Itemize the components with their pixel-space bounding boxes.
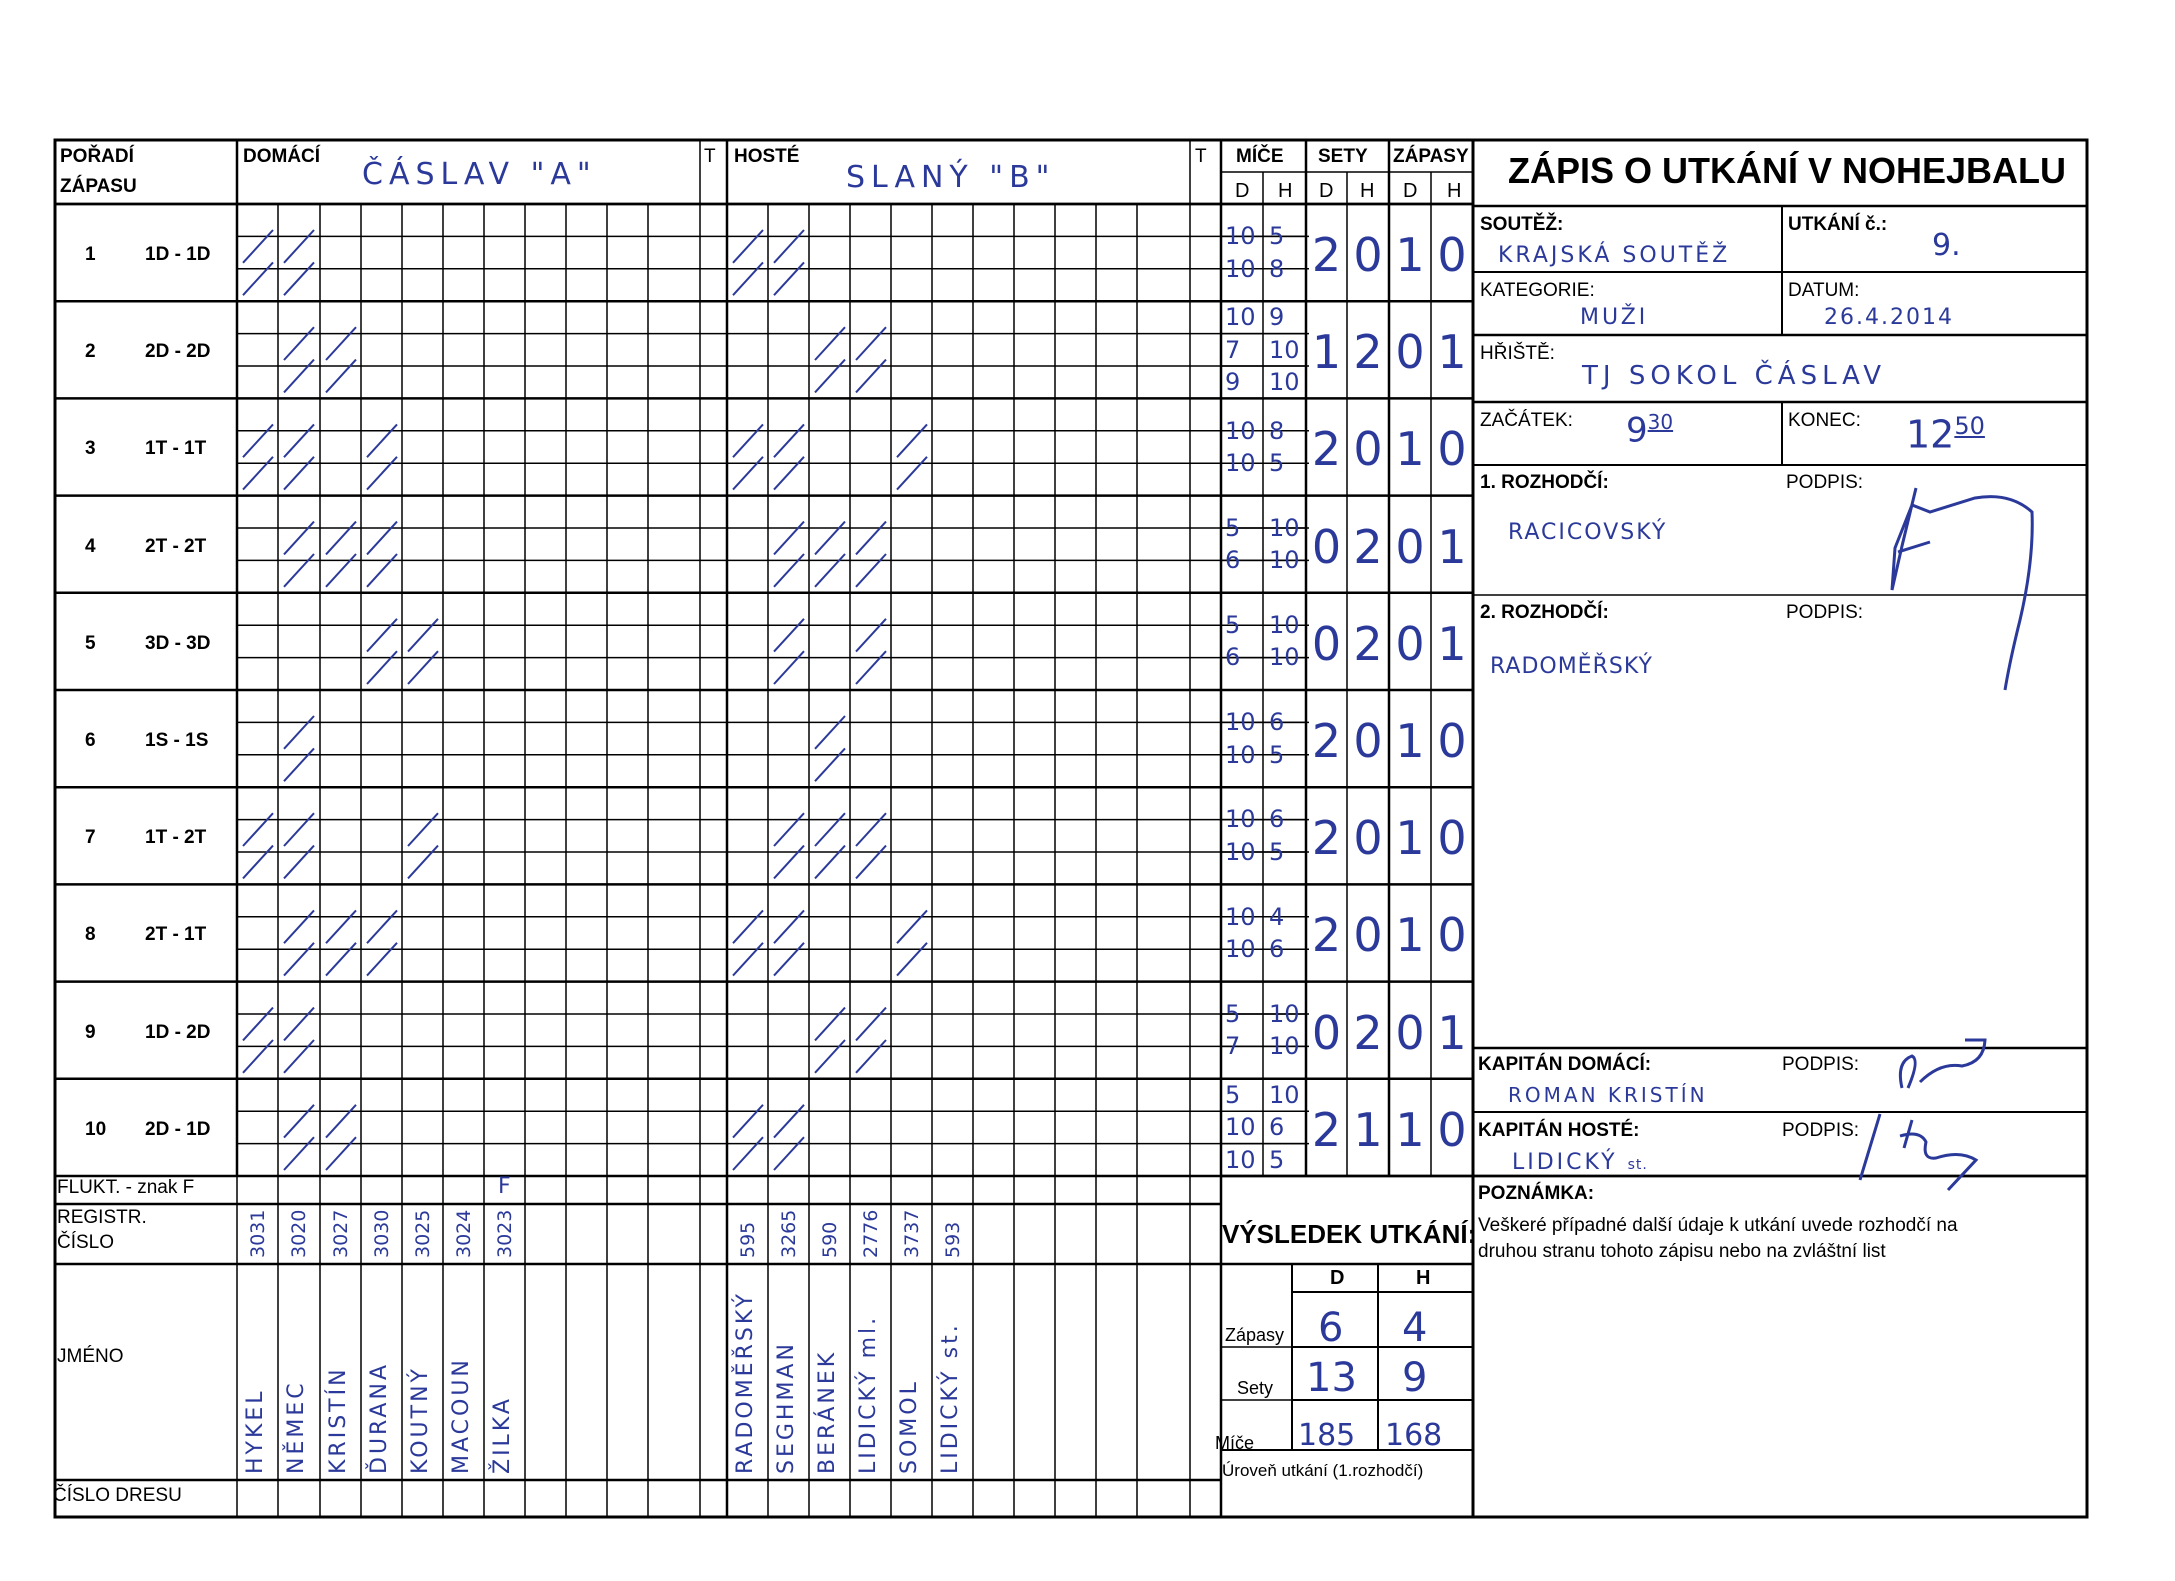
participation-slash	[284, 554, 314, 587]
guest-team-name: SLANÝ "B"	[846, 160, 1056, 195]
sets-home: 2	[1311, 422, 1342, 477]
balls-home: 9	[1225, 368, 1241, 396]
guest-player-name: SEGHMAN	[774, 1341, 799, 1474]
datum-value: 26.4.2014	[1824, 305, 1954, 330]
guest-player-name: SOMOL	[897, 1379, 922, 1474]
games-guest: 1	[1437, 519, 1467, 574]
balls-home: 10	[1225, 708, 1256, 737]
sets-guest: 2	[1353, 325, 1383, 380]
home-player-name: NĚMEC	[284, 1380, 309, 1474]
participation-slash	[284, 846, 314, 879]
participation-slash	[733, 1137, 763, 1170]
participation-slash	[243, 846, 273, 879]
result-zapasy-home: 6	[1318, 1305, 1344, 1351]
participation-slash	[326, 522, 356, 555]
konec-minutes: 50	[1954, 412, 1985, 440]
participation-slash	[243, 262, 273, 295]
match-number: 5	[85, 632, 96, 654]
participation-slash	[243, 457, 273, 490]
result-title: VÝSLEDEK UTKÁNÍ:	[1222, 1219, 1477, 1249]
participation-slash	[326, 554, 356, 587]
guest-player-name: LIDICKÝ st.	[938, 1322, 963, 1474]
balls-home: 10	[1225, 837, 1256, 866]
match-pairing: 2T - 2T	[145, 535, 207, 557]
balls-guest: 5	[1269, 837, 1285, 866]
participation-slash	[815, 748, 845, 781]
balls-guest: 10	[1269, 1080, 1300, 1109]
match-number: 8	[85, 924, 96, 946]
poznamka-label: POZNÁMKA:	[1478, 1183, 1595, 1204]
podpis1-label: PODPIS:	[1786, 472, 1864, 493]
balls-home: 10	[1225, 303, 1256, 332]
balls-home: 10	[1225, 902, 1256, 931]
header-t-home: T	[704, 146, 716, 167]
participation-slash	[856, 651, 886, 684]
participation-slash	[243, 424, 273, 457]
participation-slash	[408, 651, 438, 684]
header-sety-h: H	[1360, 180, 1375, 202]
home-registration-number: 3030	[371, 1209, 393, 1258]
games-home: 1	[1395, 908, 1425, 963]
balls-home: 5	[1225, 999, 1241, 1028]
participation-slash	[856, 554, 886, 587]
result-header-h: H	[1416, 1267, 1431, 1289]
participation-slash	[284, 262, 314, 295]
participation-slash	[815, 716, 845, 749]
participation-slash	[326, 360, 356, 393]
result-zapasy-label: Zápasy	[1225, 1325, 1285, 1345]
balls-home: 7	[1225, 1032, 1241, 1061]
rozhodci1-label: 1. ROZHODČÍ:	[1480, 472, 1609, 493]
zacatek-hour: 9	[1626, 410, 1648, 451]
guest-registration-number: 3737	[901, 1209, 923, 1258]
header-domaci: DOMÁCÍ	[243, 146, 321, 167]
home-registration-number: 3020	[288, 1209, 310, 1258]
balls-home: 6	[1225, 643, 1241, 672]
header-t-guest: T	[1195, 146, 1207, 167]
cislo-dresu-label: ČÍSLO DRESU	[53, 1485, 182, 1506]
match-number: 4	[85, 535, 96, 557]
participation-slash	[284, 910, 314, 943]
participation-slash	[326, 327, 356, 360]
participation-slash	[408, 846, 438, 879]
header-zapasy: ZÁPASY	[1393, 146, 1469, 167]
games-home: 1	[1395, 422, 1425, 477]
match-pairing: 2T - 1T	[145, 924, 207, 946]
balls-guest: 10	[1269, 1032, 1300, 1061]
games-home: 0	[1395, 1005, 1425, 1060]
registr-label: REGISTR.	[57, 1207, 147, 1228]
games-home: 0	[1395, 519, 1425, 574]
participation-slash	[367, 457, 397, 490]
participation-slash	[774, 619, 804, 652]
balls-home: 10	[1225, 254, 1256, 283]
hriste-value: TJ SOKOL ČÁSLAV	[1582, 361, 1887, 391]
games-home: 1	[1395, 714, 1425, 768]
match-number: 1	[85, 244, 96, 265]
kategorie-value: MUŽI	[1580, 305, 1649, 330]
games-guest: 1	[1437, 1005, 1467, 1060]
balls-home: 10	[1225, 1145, 1256, 1174]
kapitan-hoste-label: KAPITÁN HOSTÉ:	[1478, 1120, 1640, 1141]
participation-slash	[284, 813, 314, 846]
participation-slash	[774, 554, 804, 587]
home-player-name: ŽILKA	[490, 1396, 515, 1474]
participation-slash	[897, 910, 927, 943]
balls-guest: 5	[1269, 222, 1285, 251]
utkani-value: 9.	[1932, 228, 1961, 263]
participation-slash	[326, 1137, 356, 1170]
sets-guest: 0	[1353, 228, 1383, 282]
participation-slash	[284, 748, 314, 781]
result-mice-home: 185	[1298, 1418, 1356, 1453]
home-registration-number: 3025	[412, 1209, 434, 1258]
participation-slash	[367, 554, 397, 587]
result-mice-guest: 168	[1385, 1418, 1443, 1453]
konec-value	[1906, 412, 1985, 457]
sets-guest: 0	[1353, 908, 1383, 963]
match-pairing: 1D - 2D	[145, 1021, 211, 1043]
participation-slash	[284, 1137, 314, 1170]
balls-guest: 10	[1269, 999, 1300, 1028]
guest-registration-number: 3265	[778, 1209, 800, 1258]
match-pairing: 2D - 1D	[145, 1118, 211, 1140]
sets-guest: 1	[1353, 1102, 1383, 1157]
participation-slash	[326, 910, 356, 943]
participation-slash	[815, 1008, 845, 1041]
sets-guest: 0	[1353, 811, 1383, 866]
games-guest: 0	[1437, 422, 1467, 477]
konec-label: KONEC:	[1788, 410, 1861, 431]
balls-guest: 5	[1269, 449, 1285, 477]
header-mice-d: D	[1235, 180, 1250, 202]
participation-slash	[243, 1040, 273, 1073]
participation-slash	[284, 230, 314, 263]
home-registration-number: 3023	[494, 1209, 516, 1258]
home-player-name: HYKEL	[243, 1388, 268, 1474]
games-guest: 0	[1437, 811, 1467, 866]
rozhodci2-value: RADOMĚŘSKÝ	[1490, 654, 1653, 679]
participation-slash	[284, 360, 314, 393]
result-sety-label: Sety	[1237, 1378, 1274, 1398]
sets-home: 2	[1311, 908, 1342, 963]
participation-slash	[774, 1105, 804, 1138]
games-home: 0	[1395, 616, 1425, 671]
participation-slash	[284, 1105, 314, 1138]
participation-slash	[408, 619, 438, 652]
balls-guest: 6	[1269, 935, 1285, 963]
balls-home: 7	[1225, 335, 1241, 364]
participation-slash	[774, 651, 804, 684]
match-pairing: 2D - 2D	[145, 341, 211, 363]
games-guest: 0	[1437, 1102, 1467, 1157]
guest-registration-number: 2776	[860, 1209, 882, 1258]
games-guest: 0	[1437, 714, 1467, 768]
participation-slash	[774, 522, 804, 555]
form-title: ZÁPIS O UTKÁNÍ V NOHEJBALU	[1508, 150, 2067, 191]
result-uroven-label: Úroveň utkání (1.rozhodčí)	[1222, 1461, 1424, 1480]
balls-guest: 10	[1269, 513, 1300, 542]
games-home: 0	[1395, 325, 1425, 380]
participation-slash	[856, 1008, 886, 1041]
participation-slash	[815, 327, 845, 360]
match-number: 6	[85, 730, 96, 751]
participation-slash	[774, 262, 804, 295]
zacatek-value	[1626, 410, 1673, 450]
soutez-label: SOUTĚŽ:	[1480, 214, 1564, 235]
match-number: 9	[85, 1021, 96, 1043]
participation-slash	[284, 327, 314, 360]
participation-slash	[856, 327, 886, 360]
guest-registration-number: 595	[737, 1221, 759, 1258]
poznamka-line-1: Veškeré případné další údaje k utkání uvede rozhodčí na	[1478, 1215, 1958, 1236]
result-sety-guest: 9	[1402, 1355, 1428, 1401]
match-pairing: 1T - 1T	[145, 438, 207, 460]
header-zapasu: ZÁPASU	[60, 176, 137, 197]
utkani-label: UTKÁNÍ č.:	[1788, 214, 1888, 235]
participation-slash	[856, 360, 886, 393]
participation-slash	[815, 554, 845, 587]
datum-label: DATUM:	[1788, 280, 1860, 301]
match-pairing: 3D - 3D	[145, 632, 211, 654]
balls-guest: 10	[1269, 368, 1300, 396]
balls-guest: 10	[1269, 335, 1300, 364]
participation-slash	[856, 846, 886, 879]
games-guest: 0	[1437, 908, 1467, 963]
participation-slash	[284, 457, 314, 490]
rozhodci1-value: RACICOVSKÝ	[1508, 520, 1668, 545]
games-home: 1	[1395, 1102, 1425, 1157]
balls-home: 5	[1225, 1080, 1241, 1109]
rozhodci2-label: 2. ROZHODČÍ:	[1480, 602, 1609, 623]
participation-slash	[774, 943, 804, 976]
participation-slash	[408, 813, 438, 846]
participation-slash	[897, 457, 927, 490]
sets-guest: 2	[1353, 519, 1383, 574]
poznamka-line-2: druhou stranu tohoto zápisu nebo na zvláštní list	[1478, 1241, 1886, 1262]
guest-registration-number: 590	[819, 1221, 841, 1258]
participation-slash	[284, 424, 314, 457]
balls-home: 10	[1225, 1113, 1256, 1142]
participation-slash	[367, 943, 397, 976]
participation-slash	[815, 846, 845, 879]
participation-slash	[326, 1105, 356, 1138]
participation-slash	[733, 910, 763, 943]
balls-guest: 5	[1269, 740, 1285, 769]
kategorie-label: KATEGORIE:	[1480, 280, 1595, 301]
header-mice-h: H	[1278, 180, 1293, 202]
participation-slash	[774, 230, 804, 263]
participation-slash	[733, 943, 763, 976]
balls-guest: 8	[1269, 254, 1285, 283]
flukt-mark: F	[498, 1174, 511, 1199]
participation-slash	[774, 457, 804, 490]
participation-slash	[733, 262, 763, 295]
games-guest: 1	[1437, 616, 1467, 671]
participation-slash	[774, 910, 804, 943]
participation-slash	[774, 424, 804, 457]
header-hoste: HOSTÉ	[734, 146, 800, 167]
balls-guest: 6	[1269, 708, 1285, 737]
sets-home: 1	[1311, 325, 1342, 380]
sets-guest: 2	[1353, 1005, 1383, 1060]
sets-home: 2	[1311, 811, 1342, 866]
games-home: 1	[1395, 811, 1425, 866]
sets-home: 2	[1311, 714, 1342, 768]
registr-label-cislo: ČÍSLO	[57, 1232, 115, 1253]
balls-home: 10	[1225, 449, 1256, 477]
konec-hour: 12	[1906, 412, 1955, 457]
games-home: 1	[1395, 228, 1425, 282]
podpis3-label: PODPIS:	[1782, 1054, 1860, 1075]
participation-slash	[284, 943, 314, 976]
frame-border	[55, 140, 1473, 1517]
home-player-name: MACOUN	[449, 1357, 474, 1474]
podpis2-label: PODPIS:	[1786, 602, 1864, 623]
participation-slash	[856, 1040, 886, 1073]
home-registration-number: 3031	[247, 1209, 269, 1258]
match-pairing: 1S - 1S	[145, 730, 209, 751]
balls-guest: 4	[1269, 902, 1285, 931]
participation-slash	[367, 619, 397, 652]
sets-guest: 0	[1353, 714, 1383, 768]
participation-slash	[367, 651, 397, 684]
sets-home: 0	[1311, 1005, 1342, 1060]
result-sety-home: 13	[1306, 1355, 1357, 1401]
zacatek-label: ZAČÁTEK:	[1480, 410, 1573, 431]
participation-slash	[284, 716, 314, 749]
balls-guest: 8	[1269, 416, 1285, 445]
participation-slash	[367, 910, 397, 943]
games-guest: 0	[1437, 228, 1467, 282]
header-zapasy-d: D	[1403, 180, 1418, 202]
participation-slash	[856, 813, 886, 846]
participation-slash	[284, 1040, 314, 1073]
kapitan-domaci-label: KAPITÁN DOMÁCÍ:	[1478, 1054, 1652, 1075]
sets-home: 0	[1311, 519, 1342, 574]
sets-home: 2	[1311, 228, 1342, 282]
balls-home: 10	[1225, 805, 1256, 834]
match-number: 7	[85, 827, 96, 849]
balls-home: 10	[1225, 222, 1256, 251]
result-header-d: D	[1330, 1267, 1345, 1289]
guest-player-name: BERÁNEK	[815, 1349, 840, 1474]
sets-guest: 0	[1353, 422, 1383, 477]
participation-slash	[326, 943, 356, 976]
home-player-name: KOUTNÝ	[408, 1366, 433, 1474]
participation-slash	[815, 522, 845, 555]
balls-guest: 10	[1269, 611, 1300, 639]
sets-home: 2	[1311, 1102, 1342, 1157]
guest-player-name: LIDICKÝ ml.	[856, 1314, 881, 1474]
result-mice-label: Míče	[1215, 1433, 1255, 1453]
jmeno-label: JMÉNO	[57, 1346, 124, 1367]
balls-home: 10	[1225, 740, 1256, 769]
participation-slash	[815, 360, 845, 393]
balls-home: 5	[1225, 513, 1241, 542]
participation-slash	[897, 424, 927, 457]
podpis4-label: PODPIS:	[1782, 1120, 1860, 1141]
guest-registration-number: 593	[942, 1221, 964, 1258]
balls-home: 10	[1225, 935, 1256, 963]
participation-slash	[733, 230, 763, 263]
balls-guest: 5	[1269, 1145, 1285, 1174]
header-mice: MÍČE	[1236, 146, 1284, 167]
guest-player-name: RADOMĚŘSKÝ	[733, 1291, 758, 1474]
participation-slash	[774, 846, 804, 879]
match-number: 3	[85, 438, 96, 460]
participation-slash	[897, 943, 927, 976]
participation-slash	[367, 424, 397, 457]
participation-slash	[367, 522, 397, 555]
participation-slash	[815, 813, 845, 846]
kapitan-hoste-suffix: st.	[1627, 1157, 1648, 1173]
kapitan-domaci-value: ROMAN KRISTÍN	[1508, 1083, 1708, 1107]
balls-home: 5	[1225, 611, 1241, 639]
participation-slash	[733, 457, 763, 490]
home-team-name: ČÁSLAV "A"	[362, 157, 597, 192]
header-zapasy-h: H	[1447, 180, 1462, 202]
match-number: 10	[85, 1118, 107, 1140]
balls-guest: 9	[1269, 303, 1285, 332]
games-guest: 1	[1437, 325, 1467, 380]
participation-slash	[243, 813, 273, 846]
frame-border	[1473, 140, 2087, 1517]
balls-guest: 10	[1269, 546, 1300, 575]
flukt-label: FLUKT. - znak F	[57, 1177, 195, 1198]
participation-slash	[774, 1137, 804, 1170]
balls-guest: 10	[1269, 643, 1300, 672]
header-sety-d: D	[1319, 180, 1334, 202]
participation-slashes	[243, 230, 927, 1170]
balls-guest: 6	[1269, 1113, 1285, 1142]
participation-slash	[733, 424, 763, 457]
participation-slash	[284, 522, 314, 555]
balls-home: 6	[1225, 546, 1241, 575]
match-pairing: 1T - 2T	[145, 827, 207, 849]
header-sety: SETY	[1318, 146, 1368, 167]
home-registration-number: 3027	[330, 1209, 352, 1258]
home-player-name: KRISTÍN	[326, 1366, 351, 1474]
participation-slash	[856, 522, 886, 555]
balls-guest: 6	[1269, 805, 1285, 834]
sets-home: 0	[1311, 616, 1342, 671]
soutez-value: KRAJSKÁ SOUTĚŽ	[1498, 243, 1731, 268]
participation-slash	[733, 1105, 763, 1138]
participation-slash	[856, 619, 886, 652]
home-player-name: ĎURANA	[367, 1362, 392, 1474]
participation-slash	[774, 813, 804, 846]
sets-guest: 2	[1353, 616, 1383, 671]
zacatek-minutes: 30	[1647, 410, 1674, 434]
participation-slash	[815, 1040, 845, 1073]
match-number: 2	[85, 341, 96, 363]
participation-slash	[243, 230, 273, 263]
match-pairing: 1D - 1D	[145, 244, 211, 265]
participation-slash	[284, 1008, 314, 1041]
kapitan-hoste-name: LIDICKÝ	[1512, 1150, 1618, 1175]
participation-slash	[243, 1008, 273, 1041]
home-registration-number: 3024	[453, 1209, 475, 1258]
result-zapasy-guest: 4	[1402, 1305, 1428, 1351]
header-poradi: POŘADÍ	[60, 146, 134, 167]
balls-home: 10	[1225, 416, 1256, 445]
kapitan-hoste-value	[1512, 1150, 1648, 1175]
hriste-label: HŘIŠTĚ:	[1480, 343, 1555, 364]
